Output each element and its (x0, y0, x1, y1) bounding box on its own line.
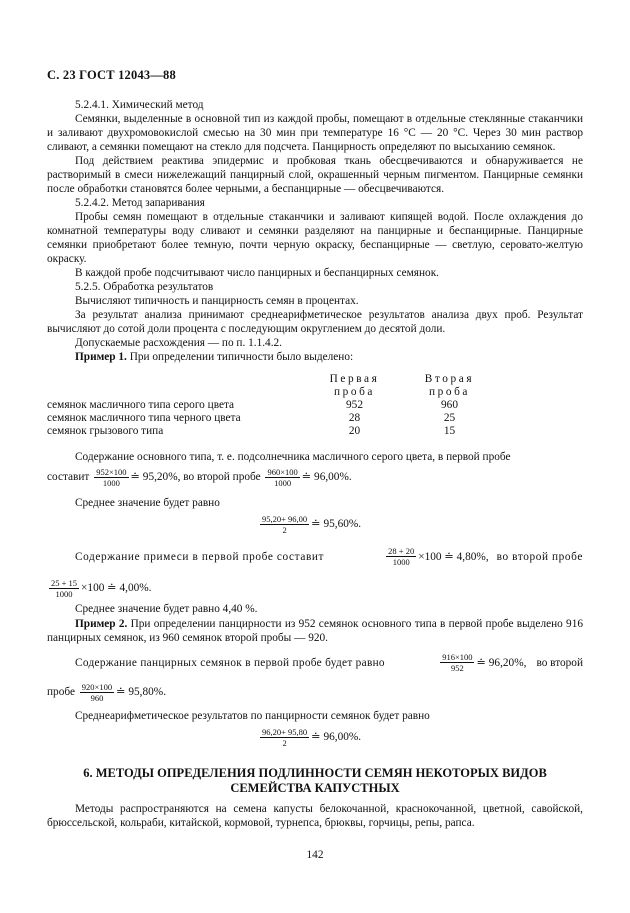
avg1-formula (258, 514, 361, 535)
avg2-text: Среднее значение будет равно 4,40 %. (75, 603, 258, 615)
denominator: 952 (450, 663, 464, 673)
column-header: Вторая (424, 373, 475, 385)
cell-value: 15 (443, 425, 456, 437)
example-2 (47, 617, 583, 645)
avg3-formula (258, 727, 361, 748)
cell-value: 25 (443, 412, 456, 424)
paragraph: Содержание основного типа, т. е. подсолнечника масличного серого цвета, в первой пробе (75, 451, 511, 463)
paragraph: Методы распространяются на семена капусты белокочанной, краснокочанной, цветной, савойской, брюссельской, кольраби, китайской, кормовой, турнепса, брюквы, горчицы, репы, рапса. (47, 803, 583, 829)
calc3-formula-line (75, 652, 583, 673)
denominator: 1000 (274, 478, 292, 488)
fraction (440, 652, 474, 673)
calc3-formula-line-2 (47, 682, 166, 703)
denominator: 2 (282, 525, 287, 535)
denominator: 1000 (392, 557, 410, 567)
paragraph: Пробы семян помещают в отдельные стаканчики и заливают кипящей водой. После охлаждения до комнатной температуры воду сливают и семянки разделяют на панцирные и беспанцирные. Панцирные семянки приобретают более темную, почти черную окраску, беспанцирные — светлую, серовато-желтую окраску. (47, 211, 583, 265)
example-label: Пример 2. (75, 618, 128, 630)
denominator: 960 (90, 693, 104, 703)
page-header: С. 23 ГОСТ 12043—88 (47, 68, 176, 82)
column-header: проба (333, 386, 376, 398)
numerator: 25 + 15 (51, 578, 78, 588)
fraction (94, 467, 128, 488)
cell-value: 952 (346, 399, 363, 411)
paragraph: Допускаемые расхождения — по п. 1.1.4.2. (75, 337, 283, 349)
formula-result: ≐ 95,20%, (130, 471, 181, 484)
denominator: 1000 (102, 478, 120, 488)
table-header-row (47, 386, 492, 399)
table-row (47, 399, 492, 412)
fraction (260, 514, 309, 535)
results-table (47, 373, 492, 438)
formula-text: во второй (536, 656, 583, 669)
paragraph: Под действием реактива эпидермис и пробковая ткань обесцвечиваются и обнаруживается не растворимый в смеси нижележащий панцирный слой, окрашенный черным пигментом. Панцирные семянки после обработки становятся более черными, а беспанцирные — обесцвечиваются. (47, 155, 583, 195)
formula-result: ×100 ≐ 4,80%, (418, 551, 489, 563)
calc2-formula-line-2 (47, 578, 151, 599)
paragraph: Семянки, выделенные в основной тип из каждой пробы, помещают в отдельные стеклянные стаканчики и заливают двухромовокислой смесью на 30 мин при температуре 16 °С — 20 °С. Через 30 мин раствор сливают, а семянки помещают на стекло для подсчета. Панцирность определяют по высыханию семянок. (47, 113, 583, 153)
formula-result: ≐ 96,20%, (476, 657, 527, 669)
fraction (260, 727, 309, 748)
numerator: 95,20+ 96,00 (262, 514, 308, 524)
formula-result: ≐ 96,00%. (301, 471, 352, 484)
table-row (47, 425, 492, 438)
example-text: При определении панцирности из 952 семянок основного типа в первой пробе выделено 916 панцирных семянок, из 960 семянок второй пробы — 920. (47, 618, 583, 644)
formula-result: ≐ 96,00%. (311, 731, 362, 744)
column-header: Первая (329, 373, 380, 385)
fraction (265, 467, 299, 488)
body-text-block-1 (47, 98, 583, 364)
row-label: семянок грызового типа (47, 425, 164, 437)
avg3-text: Среднеарифметическое результатов по панцирности семянок будет равно (75, 710, 430, 722)
calc2-formula-line (75, 546, 583, 567)
subsection-title-5242: 5.2.4.2. Метод запаривания (75, 197, 205, 209)
table-header-row (47, 373, 492, 386)
denominator: 1000 (55, 589, 73, 599)
heading-line: СЕМЕЙСТВА КАПУСТНЫХ (230, 781, 400, 795)
row-label: семянок масличного типа серого цвета (47, 399, 235, 411)
denominator: 2 (282, 738, 287, 748)
formula-text: во второй пробе (183, 471, 261, 484)
section-6-heading (47, 766, 583, 796)
subsection-title-525: 5.2.5. Обработка результатов (75, 281, 214, 293)
example-text: При определении типичности было выделено: (129, 351, 354, 363)
paragraph: Вычисляют типичность и панцирность семян в процентах. (75, 295, 359, 307)
formula-text: во второй пробе (496, 550, 583, 563)
example-1 (47, 350, 583, 364)
formula-result: ≐ 95,60%. (311, 518, 362, 531)
cell-value: 28 (348, 412, 361, 424)
numerator: 920×100 (81, 682, 113, 692)
formula-text: составит (47, 471, 90, 484)
avg1-text: Среднее значение будет равно (75, 497, 220, 509)
numerator: 28 + 20 (388, 546, 415, 556)
cell-value: 960 (441, 399, 458, 411)
fraction (80, 682, 114, 703)
heading-line: 6. МЕТОДЫ ОПРЕДЕЛЕНИЯ ПОДЛИННОСТИ СЕМЯН НЕКОТОРЫХ ВИДОВ (83, 766, 547, 780)
row-label: семянок масличного типа черного цвета (47, 412, 241, 424)
example-label: Пример 1. (75, 351, 127, 363)
column-header: проба (428, 386, 471, 398)
formula-text: Содержание панцирных семянок в первой пробе будет равно (75, 656, 385, 669)
paragraph: В каждой пробе подсчитывают число панцирных и беспанцирных семянок. (75, 267, 440, 279)
subsection-title-5241: 5.2.4.1. Химический метод (75, 99, 204, 111)
calc1-formula-line (47, 467, 352, 488)
calc1-intro (47, 450, 583, 464)
numerator: 960×100 (267, 467, 298, 477)
formula-text: Содержание примеси в первой пробе составит (75, 550, 325, 563)
formula-text: пробе (47, 686, 75, 699)
page-number: 142 (306, 849, 324, 861)
formula-result: ≐ 95,80%. (116, 686, 167, 699)
numerator: 96,20+ 95,80 (262, 727, 308, 737)
cell-value: 20 (348, 425, 361, 437)
numerator: 952×100 (96, 467, 127, 477)
paragraph: За результат анализа принимают среднеарифметическое результатов анализа двух проб. Результат вычисляют до сотой доли процента с последующим округлением до десятой доли. (47, 309, 583, 335)
fraction (49, 578, 79, 599)
formula-result: ×100 ≐ 4,00%. (81, 582, 152, 595)
fraction (386, 546, 416, 567)
table-row (47, 412, 492, 425)
paragraph (47, 617, 583, 645)
section-6-text (47, 802, 583, 830)
numerator: 916×100 (442, 652, 473, 662)
